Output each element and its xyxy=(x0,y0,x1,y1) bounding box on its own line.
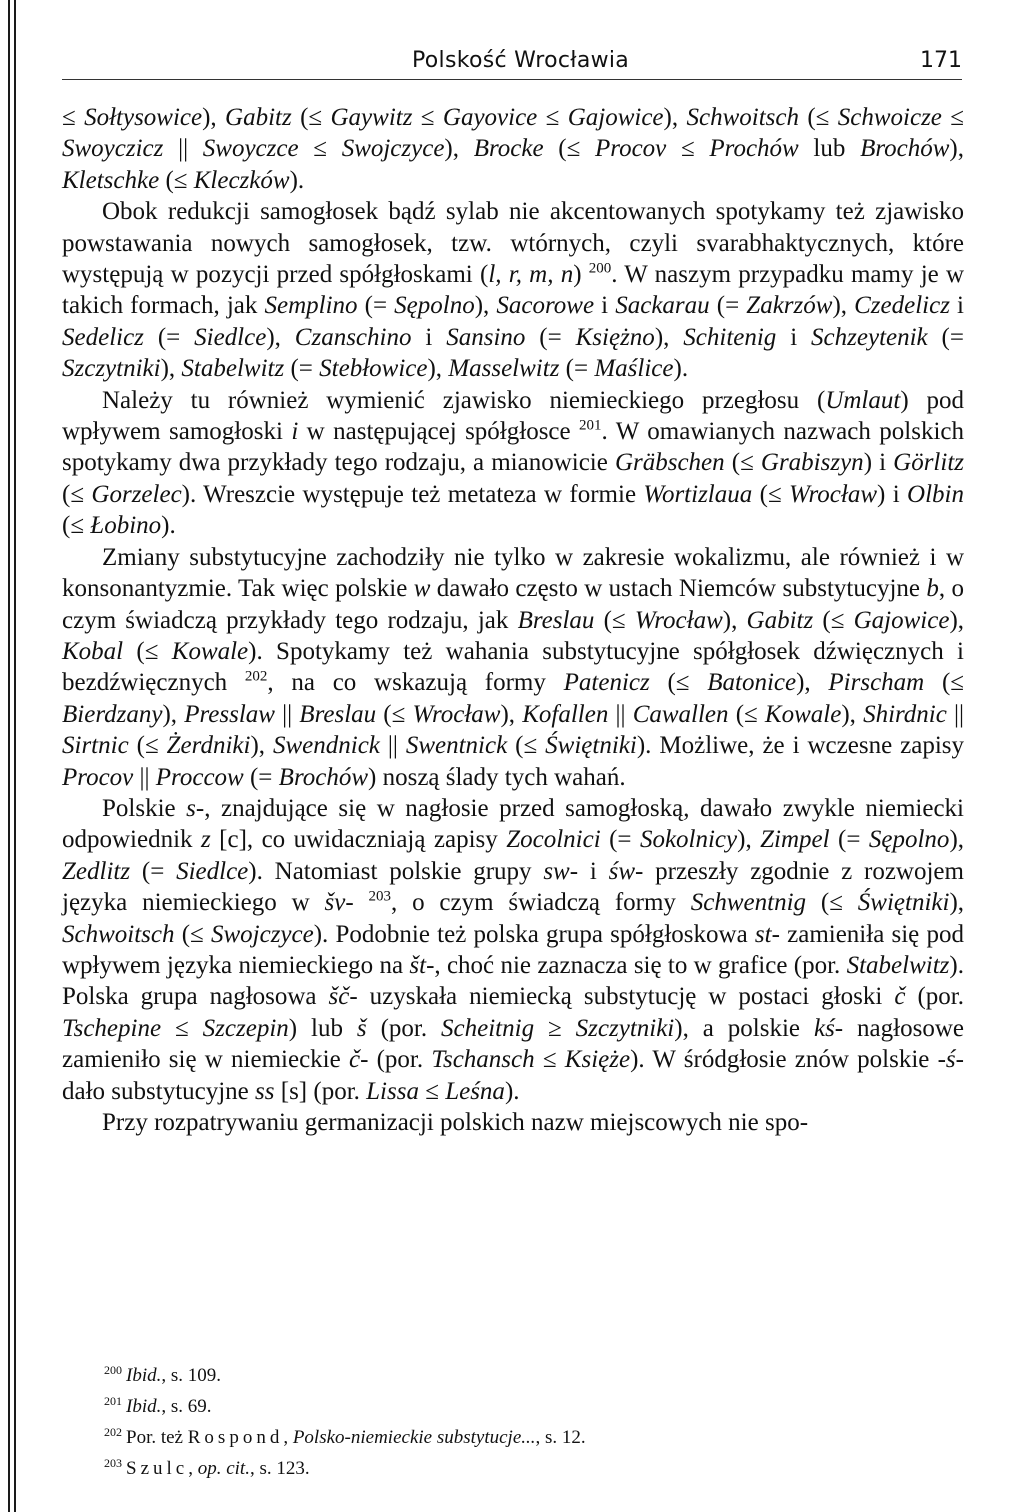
footnote-number: 203 xyxy=(104,1455,122,1470)
header-rule xyxy=(62,79,962,80)
paragraph: ≤ Sołtysowice), Gabitz (≤ Gaywitz ≤ Gayovice ≤ Gajowice), Schwoitsch (≤ Schwoicze ≤ Swoyczicz || Swoyczce ≤ Swojczyce), Brocke (≤ Procov ≤ Prochów lub Brochów), Kletschke (≤ Kleczków). xyxy=(62,104,964,194)
page-edge-line xyxy=(8,0,10,1512)
footnote-number: 200 xyxy=(104,1362,122,1377)
footnote-number: 201 xyxy=(104,1393,122,1408)
paragraph: Zmiany substytucyjne zachodziły nie tylko w zakresie wokalizmu, ale również i w konsonantyzmie. Tak więc polskie w dawało często w ustach Niemców substytucyjne b, o czym świadczą przykłady tego rodzaju, jak Breslau (≤ Wrocław), Gabitz (≤ Gajowice), Kobal (≤ Kowale). Spotykamy też wahania substytucyjne spółgłosek dźwięcznych i bezdźwięcznych $^{202}$, na co wskazują formy Patenicz (≤ Batonice), Pirscham (≤ Bierdzany), Presslaw || Breslau (≤ Wrocław), Kofallen || Cawallen (≤ Kowale), Shirdnic || Sirtnic (≤ Żerdniki), Swendnick || Swentnick (≤ Świętniki). Możliwe, że i wczesne zapisy Procov || Proccow (= Brochów) noszą ślady tych wahań. xyxy=(62,543,965,791)
paragraph: Przy rozpatrywaniu germanizacji polskich nazw miejscowych nie spo- xyxy=(102,1109,809,1136)
running-title: Polskość Wrocławia xyxy=(412,48,630,73)
paragraph: Obok redukcji samogłosek bądź sylab nie akcentowanych spotykamy też zjawisko powstawania nowych samogłosek, tzw. wtórnych, czyli svarabhaktycznych, które występują w pozycji przed spółgłoskami (l, r, m, n) $^{200}$. W naszym przypadku mamy je w takich formach, jak Semplino (= Sępolno), Sacorowe i Sackarau (= Zakrzów), Czedelicz i Sedelicz (= Siedlce), Czanschino i Sansino (= Księżno), Schitenig i Schzeytenik (= Szczytniki), Stabelwitz (= Stebłowice), Masselwitz (= Maślice). xyxy=(62,198,965,383)
footnote-text: Szulc, op. cit., s. 123. xyxy=(126,1458,310,1479)
footnote-text: Ibid., s. 109. xyxy=(126,1365,222,1386)
footnote-number: 202 xyxy=(104,1424,122,1439)
footnotes xyxy=(104,1360,964,1484)
page-edge-line xyxy=(14,0,16,1512)
page-number: 171 xyxy=(920,48,962,73)
footnote-text: Ibid., s. 69. xyxy=(126,1396,212,1417)
body-text xyxy=(62,102,964,1138)
footnote xyxy=(104,1453,964,1484)
paragraph: Polskie s-, znajdujące się w nagłosie przed samogłoską, dawało zwykle niemiecki odpowiednik z [c], co uwidaczniają zapisy Zocolnici (= Sokolnicy), Zimpel (= Sępolno), Zedlitz (= Siedlce). Natomiast polskie grupy sw- i św- przeszły zgodnie z rozwojem języka niemieckiego w šv- $^{203}$, o czym świadczą formy Schwentnig (≤ Świętniki), Schwoitsch (≤ Swojczyce). Podobnie też polska grupa spółgłoskowa st- zamieniła się pod wpływem języka niemieckiego na št-, choć nie zaznacza się to w grafice (por. Stabelwitz). Polska grupa nagłosowa šč- uzyskała niemiecką substytucję w postaci głoski č (por. Tschepine ≤ Szczepin) lub š (por. Scheitnig ≥ Szczytniki), a polskie kś- nagłosowe zamieniło się w niemieckie č- (por. Tschansch ≤ Księże). W śródgłosie znów polskie -ś- dało substytucyjne ss [s] (por. Lissa ≤ Leśna). xyxy=(62,794,965,1105)
footnote xyxy=(104,1360,964,1391)
footnote-text: Por. też Rospond, Polsko-niemieckie substytucje..., s. 12. xyxy=(126,1427,586,1448)
footnote xyxy=(104,1391,964,1422)
footnote xyxy=(104,1422,964,1453)
page-header xyxy=(62,40,962,80)
paragraph: Należy tu również wymienić zjawisko niemieckiego przegłosu (Umlaut) pod wpływem samogłoski i w następującej spółgłosce $^{201}$. W omawianych nazwach polskich spotykamy dwa przykłady tego rodzaju, a mianowicie Gräbschen (≤ Grabiszyn) i Görlitz (≤ Gorzelec). Wreszcie występuje też metateza w formie Wortizlaua (≤ Wrocław) i Olbin (≤ Łobino). xyxy=(62,386,965,540)
